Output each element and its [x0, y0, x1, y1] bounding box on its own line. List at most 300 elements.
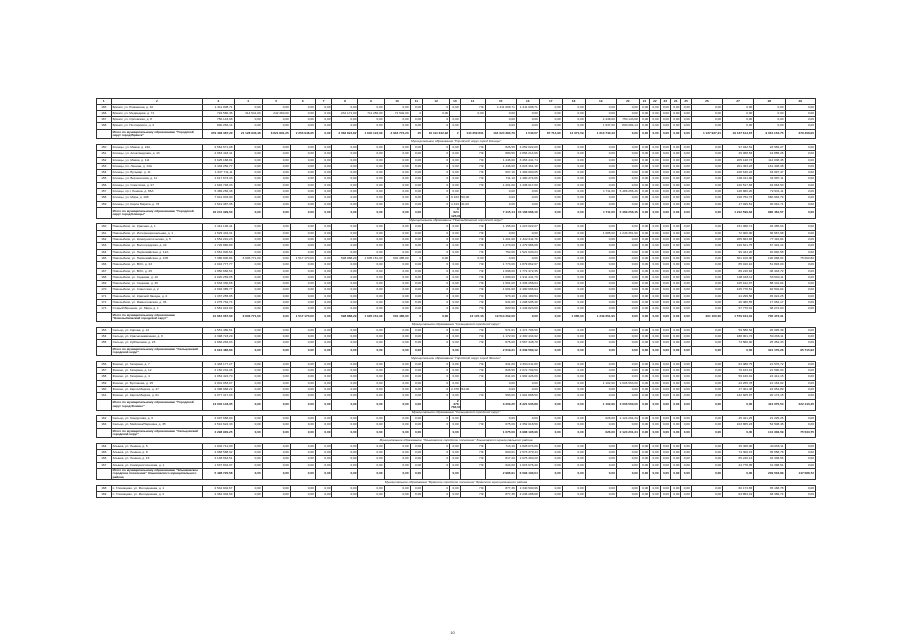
- value-cell: 0,00: [290, 176, 315, 182]
- subtotal-row: [97, 207, 816, 218]
- value-cell: 0,00: [723, 428, 754, 438]
- value-cell: 1 537,00: [585, 123, 616, 129]
- value-cell: 0,00: [650, 469, 660, 480]
- value-cell: 0,00: [539, 201, 562, 207]
- value-cell: 0,00: [785, 450, 815, 456]
- value-cell: 0,00: [516, 312, 539, 322]
- value-cell: 0,00: [384, 157, 410, 163]
- value-cell: 0,00: [423, 255, 450, 261]
- value-cell: 0,00: [234, 393, 262, 399]
- address-cell: Клинцы, ул. Бульвар, д. 11: [111, 170, 203, 176]
- value-cell: ПК: [460, 374, 485, 380]
- column-number-cell: 5: [262, 99, 290, 105]
- value-cell: 800,61: [485, 450, 516, 456]
- value-cell: 1 579 044,01: [723, 312, 754, 322]
- value-cell: 0,00: [450, 249, 460, 255]
- value-cell: 0,00: [616, 485, 639, 491]
- value-cell: 0,00: [616, 157, 639, 163]
- column-number-cell: 15: [485, 99, 516, 105]
- address-cell: Сельцо, ул. Мейсина/Паршина, д. 35: [111, 422, 203, 428]
- value-cell: 4 624 125,00: [451, 206, 461, 218]
- value-cell: 0,00: [410, 491, 423, 497]
- value-cell: 0,00: [639, 268, 649, 274]
- value-cell: 0,00: [358, 249, 384, 255]
- value-cell: 0,00: [450, 428, 460, 438]
- value-cell: 0,00: [585, 422, 616, 428]
- value-cell: 0,00: [691, 368, 722, 374]
- value-cell: 0,00: [660, 428, 670, 438]
- value-cell: 0,00: [410, 230, 423, 236]
- address-cell: Фокино, ул. Карла Маркса, д. 61: [111, 393, 203, 399]
- address-cell: Новозыбков, ул. Первомайская, д. 12А: [111, 249, 203, 255]
- value-cell: 188 001,74: [723, 334, 754, 340]
- value-cell: 89 216,83: [723, 268, 754, 274]
- value-cell: 0,00: [410, 287, 423, 293]
- address-cell: Фокино, ул. Гагарина, д. 4: [111, 374, 203, 380]
- value-cell: 0,00: [616, 491, 639, 497]
- value-cell: 0,00: [616, 163, 639, 169]
- value-cell: 875,00: [485, 340, 516, 346]
- value-cell: 0,00: [450, 243, 460, 249]
- value-cell: 1 249 351,90: [616, 230, 639, 236]
- value-cell: 0,00: [639, 104, 649, 110]
- value-cell: 0,00: [650, 361, 660, 367]
- value-cell: 0,00: [639, 450, 649, 456]
- row-number-cell: 156: [97, 182, 112, 188]
- value-cell: 0,00: [262, 117, 290, 123]
- value-cell: 0,00: [332, 237, 358, 243]
- value-cell: 0,00: [670, 249, 680, 255]
- value-cell: 0,00: [650, 268, 660, 274]
- value-cell: 0,00: [616, 268, 639, 274]
- value-cell: 0,00: [234, 151, 262, 157]
- value-cell: 0,00: [650, 243, 660, 249]
- value-cell: 0,00: [650, 312, 660, 322]
- value-cell: 0,00: [660, 237, 670, 243]
- value-cell: 0,00: [691, 255, 722, 261]
- value-cell: 0,00: [639, 299, 649, 305]
- value-cell: 1 640 122,60: [358, 129, 384, 139]
- value-cell: 0,00: [691, 182, 722, 188]
- value-cell: 0,00: [315, 443, 332, 449]
- address-cell: Итого по муниципальному образованию "Новозыбковский городской округ": [111, 312, 203, 322]
- value-cell: 1 001,00: [485, 287, 516, 293]
- value-cell: 0,00: [358, 157, 384, 163]
- value-cell: 0,00: [234, 462, 262, 468]
- value-cell: 0,00: [785, 287, 815, 293]
- value-cell: 1 646 748,33: [203, 182, 234, 188]
- value-cell: 0,00: [262, 393, 290, 399]
- value-cell: 0,00: [639, 334, 649, 340]
- value-cell: 0,00: [785, 485, 815, 491]
- value-cell: 0,00: [539, 368, 562, 374]
- value-cell: 0,00: [358, 201, 384, 207]
- value-cell: ПК: [460, 293, 485, 299]
- value-cell: 0,00: [785, 299, 815, 305]
- value-cell: 0,00: [332, 287, 358, 293]
- value-cell: 0,00: [539, 299, 562, 305]
- value-cell: 0,00: [410, 368, 423, 374]
- value-cell: 0,00: [616, 346, 639, 356]
- row-number-cell: 162: [97, 416, 112, 422]
- value-cell: 0: [423, 281, 450, 287]
- value-cell: ПК: [460, 144, 485, 150]
- value-cell: 0: [423, 144, 450, 150]
- value-cell: 0,00: [290, 299, 315, 305]
- value-cell: 24 299,56: [723, 293, 754, 299]
- value-cell: 1 551 480,51: [203, 327, 234, 333]
- section-heading: Муниципальное образование "Сельцовский городской округ": [411, 410, 501, 415]
- value-cell: 0,00: [450, 416, 460, 422]
- row-number-cell: 166: [97, 110, 112, 116]
- value-cell: 0,00: [539, 327, 562, 333]
- value-cell: 0,00: [539, 334, 562, 340]
- value-cell: 0,00: [639, 163, 649, 169]
- value-cell: 0,00: [332, 416, 358, 422]
- value-cell: 0,00: [539, 469, 562, 480]
- value-cell: 0,00: [670, 110, 680, 116]
- value-cell: 0,00: [290, 163, 315, 169]
- value-cell: 0,00: [585, 443, 616, 449]
- value-cell: 2 124 201,34: [616, 416, 639, 422]
- value-cell: 0,00: [262, 287, 290, 293]
- value-cell: 0,00: [681, 249, 691, 255]
- value-cell: 32 338,66: [754, 456, 785, 462]
- value-cell: 0,00: [262, 207, 290, 218]
- value-cell: 0,00: [585, 176, 616, 182]
- value-cell: 0,00: [358, 380, 384, 386]
- value-cell: 0,00: [332, 262, 358, 268]
- value-cell: 0,00: [660, 416, 670, 422]
- value-cell: 0,00: [785, 243, 815, 249]
- address-cell: Итого по муниципальному образованию "Сельцовский городской округ": [111, 346, 203, 356]
- document-page: [96, 98, 816, 498]
- value-cell: 0,00: [384, 399, 410, 410]
- value-cell: 0,00: [650, 299, 660, 305]
- value-cell: 0,00: [450, 182, 460, 188]
- value-cell: 0,00: [485, 117, 516, 123]
- value-cell: ПК: [460, 361, 485, 367]
- value-cell: 0,00: [660, 268, 670, 274]
- value-cell: 0,00: [234, 422, 262, 428]
- address-cell: Клинцы, ул. Карла Маркса, д. 76: [111, 201, 203, 207]
- value-cell: 0,00: [358, 182, 384, 188]
- value-cell: ПК: [460, 456, 485, 462]
- value-cell: 0,00: [485, 110, 516, 116]
- value-cell: 1 311 008,71: [485, 104, 516, 110]
- value-cell: 624,00: [485, 462, 516, 468]
- value-cell: 0,00: [650, 195, 660, 201]
- column-number-cell: 8: [332, 99, 358, 105]
- value-cell: 817,20: [485, 456, 516, 462]
- value-cell: 0,00: [670, 380, 680, 386]
- address-cell: Брянск, ул. Орловская, д. 8: [111, 117, 203, 123]
- value-cell: 0,00: [384, 393, 410, 399]
- value-cell: 0,00: [234, 182, 262, 188]
- value-cell: 31 661 067,00: [203, 312, 234, 322]
- value-cell: 0,00: [562, 380, 585, 386]
- value-cell: 0,00: [681, 157, 691, 163]
- value-cell: 0,00: [234, 104, 262, 110]
- value-cell: 0,00: [660, 374, 670, 380]
- value-cell: 0,00: [384, 361, 410, 367]
- value-cell: 0,00: [539, 123, 562, 129]
- value-cell: 0,00: [410, 469, 423, 480]
- value-cell: 0,00: [562, 207, 585, 218]
- value-cell: 0,00: [410, 293, 423, 299]
- row-number-cell: 162: [97, 237, 112, 243]
- value-cell: 0,00: [691, 416, 722, 422]
- value-cell: 0,00: [785, 201, 815, 207]
- value-cell: 0,00: [585, 255, 616, 261]
- value-cell: 3 988 195,96: [516, 428, 539, 438]
- value-cell: 0,00: [450, 274, 460, 280]
- value-cell: 0: [423, 491, 450, 497]
- value-cell: 3 063 824,82: [332, 129, 358, 139]
- value-cell: 0,00: [358, 176, 384, 182]
- value-cell: 0,00: [785, 456, 815, 462]
- value-cell: 0,00: [539, 393, 562, 399]
- value-cell: 0,00: [234, 201, 262, 207]
- value-cell: 1 517 170,00: [290, 255, 315, 261]
- value-cell: 0,00: [384, 249, 410, 255]
- value-cell: 0,00: [332, 393, 358, 399]
- address-cell: Фокино, ул. Гагарина, д. 7: [111, 361, 203, 367]
- row-number-cell: 161: [97, 230, 112, 236]
- value-cell: 0,00: [691, 340, 722, 346]
- value-cell: 0,00: [660, 117, 670, 123]
- value-cell: 0,00: [539, 237, 562, 243]
- value-cell: 0,00: [358, 299, 384, 305]
- value-cell: 0,00: [234, 144, 262, 150]
- value-cell: 0,00: [660, 443, 670, 449]
- value-cell: 0,00: [450, 393, 460, 399]
- value-cell: 0,00: [290, 123, 315, 129]
- value-cell: 46 385,63: [754, 224, 785, 230]
- value-cell: 0,00: [539, 428, 562, 438]
- value-cell: 0,00: [660, 287, 670, 293]
- value-cell: 0,00: [332, 361, 358, 367]
- value-cell: 0,00: [585, 157, 616, 163]
- value-cell: 0,00: [660, 189, 670, 195]
- value-cell: 6 606 771,00: [234, 312, 262, 322]
- value-cell: 2 072 709,50: [516, 368, 539, 374]
- value-cell: ПК: [460, 334, 485, 340]
- value-cell: 2 619,21: [485, 346, 516, 356]
- value-cell: 0,00: [450, 157, 460, 163]
- value-cell: 0,00: [485, 201, 516, 207]
- subtotal-row: [97, 129, 816, 139]
- value-cell: 161 408,38: [754, 163, 785, 169]
- value-cell: 0,00: [639, 399, 649, 410]
- value-cell: 0,00: [384, 274, 410, 280]
- value-cell: 0,00: [670, 368, 680, 374]
- value-cell: 0: [410, 110, 423, 116]
- value-cell: 0,00: [262, 312, 290, 322]
- value-cell: 0,00: [670, 485, 680, 491]
- value-cell: 0: [423, 104, 450, 110]
- value-cell: 0,00: [384, 195, 410, 201]
- value-cell: 0,00: [670, 255, 680, 261]
- value-cell: 0: [423, 287, 450, 293]
- value-cell: 1 137 937,21: [691, 129, 722, 139]
- value-cell: 0,00: [681, 485, 691, 491]
- value-cell: 0,00: [539, 312, 562, 322]
- value-cell: 0,00: [670, 312, 680, 322]
- value-cell: 0,00: [616, 129, 639, 139]
- value-cell: ПК: [460, 450, 485, 456]
- value-cell: 0,00: [691, 110, 722, 116]
- value-cell: 0,00: [384, 104, 410, 110]
- value-cell: [423, 469, 450, 480]
- value-cell: 0,00: [670, 281, 680, 287]
- value-cell: 0,00: [785, 195, 815, 201]
- value-cell: 0,00: [539, 163, 562, 169]
- page-number: 10: [450, 630, 455, 635]
- value-cell: 0,00: [450, 170, 460, 176]
- address-cell: Клинцы, ул. Маяка, д. 24А: [111, 144, 203, 150]
- value-cell: ПК: [460, 170, 485, 176]
- value-cell: 0,00: [616, 104, 639, 110]
- value-cell: 0,00: [639, 361, 649, 367]
- value-cell: 0,00: [539, 195, 562, 201]
- value-cell: 1 172,60: [485, 334, 516, 340]
- value-cell: 1 413 411,00: [451, 201, 469, 206]
- value-cell: 941,00: [485, 361, 516, 367]
- row-number-cell: 150: [97, 144, 112, 150]
- value-cell: 0,00: [585, 340, 616, 346]
- value-cell: 1 521 633,24: [516, 249, 539, 255]
- value-cell: 0,00: [562, 123, 585, 129]
- value-cell: 0,00: [450, 189, 460, 195]
- column-number-cell: 10: [384, 99, 410, 105]
- value-cell: 0,00: [290, 450, 315, 456]
- value-cell: 0,00: [639, 201, 649, 207]
- value-cell: 4 298 900,25: [203, 428, 234, 438]
- value-cell: 0,00: [315, 293, 332, 299]
- value-cell: 0,00: [234, 207, 262, 218]
- value-cell: 0,00: [315, 207, 332, 218]
- value-cell: 0,00: [660, 224, 670, 230]
- value-cell: 0,00: [723, 123, 754, 129]
- value-cell: 0,00: [681, 422, 691, 428]
- value-cell: 2 006 563,00: [616, 380, 639, 386]
- value-cell: 0,00: [315, 117, 332, 123]
- value-cell: 65 240,13: [723, 456, 754, 462]
- value-cell: 0,00: [650, 346, 660, 356]
- value-cell: 0,00: [681, 176, 691, 182]
- value-cell: 0,00: [650, 491, 660, 497]
- value-cell: 1 698,00: [485, 268, 516, 274]
- value-cell: 21 154,02: [754, 380, 785, 386]
- value-cell: 0,00: [660, 129, 670, 139]
- value-cell: 0,00: [650, 117, 660, 123]
- value-cell: 0,00: [315, 346, 332, 356]
- value-cell: 0,00: [290, 195, 315, 201]
- value-cell: 0,00: [290, 428, 315, 438]
- value-cell: 0,00: [410, 189, 423, 195]
- value-cell: 0,00: [358, 374, 384, 380]
- value-cell: 0,00: [562, 268, 585, 274]
- value-cell: 0,00: [539, 189, 562, 195]
- value-cell: 201 453,23: [723, 163, 754, 169]
- value-cell: 0,00: [358, 268, 384, 274]
- value-cell: 1 322 611,76: [516, 237, 539, 243]
- value-cell: 0: [423, 456, 450, 462]
- value-cell: 0,00: [562, 416, 585, 422]
- value-cell: 0,00: [384, 117, 410, 123]
- value-cell: 0,00: [315, 281, 332, 287]
- value-cell: ПК: [460, 306, 485, 312]
- value-cell: 0,00: [410, 462, 423, 468]
- value-cell: 0,00: [450, 281, 460, 287]
- value-cell: 0,00: [691, 243, 722, 249]
- value-cell: 0,00: [660, 243, 670, 249]
- value-cell: 0,00: [332, 117, 358, 123]
- value-cell: 0,00: [639, 255, 649, 261]
- value-cell: 1 311 008,71: [516, 104, 539, 110]
- value-cell: 0,00: [650, 393, 660, 399]
- value-cell: 0,00: [315, 287, 332, 293]
- row-number-cell: 154: [97, 334, 112, 340]
- value-cell: 0,00: [290, 224, 315, 230]
- value-cell: ПК: [460, 491, 485, 497]
- value-cell: 0,00: [539, 274, 562, 280]
- value-cell: 0,00: [332, 176, 358, 182]
- value-cell: 0,00: [234, 249, 262, 255]
- value-cell: 0,00: [785, 157, 815, 163]
- value-cell: 0,00: [691, 189, 722, 195]
- value-cell: 0,00: [660, 262, 670, 268]
- value-cell: 0,00: [516, 201, 539, 207]
- value-cell: 0,00: [262, 422, 290, 428]
- value-cell: 0,00: [691, 237, 722, 243]
- value-cell: 0,00: [785, 361, 815, 367]
- value-cell: 0,00: [691, 428, 722, 438]
- value-cell: 0,00: [539, 255, 562, 261]
- row-number-cell: 153: [97, 163, 112, 169]
- value-cell: 0,00: [585, 151, 616, 157]
- value-cell: 0,00: [585, 104, 616, 110]
- value-cell: 0,00: [681, 224, 691, 230]
- row-number-cell: 171: [97, 293, 112, 299]
- value-cell: 1 446,60: [485, 157, 516, 163]
- address-cell: Новозыбков, пл. Красная, д. 1: [111, 224, 203, 230]
- value-cell: 0,00: [384, 469, 410, 480]
- address-cell: Фокино, ул. Карла Маркса, д. 47: [111, 387, 203, 393]
- value-cell: 75 660,80: [785, 255, 815, 261]
- value-cell: 0,00: [485, 195, 516, 201]
- value-cell: 0,00: [384, 443, 410, 449]
- column-number-cell: 13: [450, 99, 460, 105]
- table-body: [97, 99, 816, 498]
- value-cell: 0,00: [262, 182, 290, 188]
- value-cell: 0,00: [585, 287, 616, 293]
- value-cell: 108 018,11: [723, 274, 754, 280]
- value-cell: 209 503,89: [754, 469, 785, 480]
- value-cell: 0,00: [358, 485, 384, 491]
- value-cell: 0: [423, 327, 450, 333]
- value-cell: [460, 207, 485, 218]
- value-cell: 2 252 022,00: [516, 144, 539, 150]
- value-cell: 2 918 774,23: [384, 129, 410, 139]
- value-cell: 0,00: [332, 201, 358, 207]
- value-cell: 0,00: [358, 293, 384, 299]
- value-cell: 0,00: [691, 123, 722, 129]
- value-cell: 0,00: [234, 485, 262, 491]
- value-cell: 0,00: [384, 123, 410, 129]
- value-cell: 0,00: [639, 340, 649, 346]
